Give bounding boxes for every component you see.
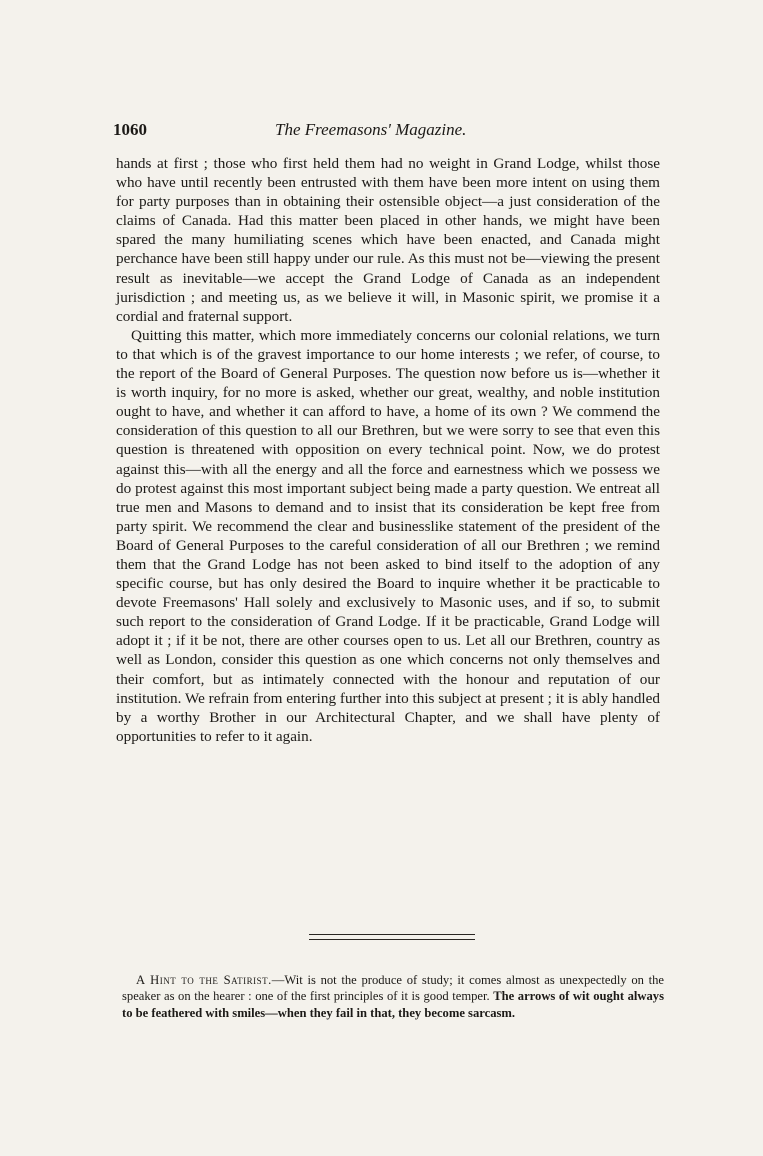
footnote-text: —Wit is not the produce of study; it comes almost as unexpectedly on the speaker as on the hearer : one of the first principles of it is good temper.	[122, 973, 664, 1004]
section-divider-bottom	[309, 939, 475, 940]
page-header	[113, 120, 673, 144]
footnote-heading: A Hint to the Satirist.	[136, 973, 272, 987]
article-paragraph-1: hands at first ; those who first held them had no weight in Grand Lodge, whilst those who have until recently been entrusted with them have been more intent on using them for party purposes than in obtaining their ostensible object—a just consideration of the claims of Canada. Had this matter been placed in other hands, we might have been spared the many humiliating scenes which have been enacted, and Canada might perchance have been still happy under our rule. As this must not be—viewing the present result as inevitable—we accept the Grand Lodge of Canada as an independent jurisdiction ; and meeting us, as we believe it will, in Masonic spirit, we promise it a cordial and fraternal support.	[116, 155, 660, 325]
page-number: 1060	[113, 120, 147, 139]
article-paragraph-2: Quitting this matter, which more immediately concerns our colonial relations, we turn to that which is of the gravest importance to our home interests ; we refer, of course, to the report of the Board of General Purposes. The question now before us is—whether it is worth inquiry, for no more is asked, whether our great, wealthy, and noble institution ought to have, and whether it can afford to have, a home of its own ? We commend the consideration of this question to all our Brethren, but we were sorry to see that even this question is threatened with opposition on every technical point. Now, we do protest against this—with all the energy and all the force and earnestness which we possess we do protest against this most important subject being made a party question. We entreat all true men and Masons to demand and to insist that its consideration be kept free from party spirit. We recommend the clear and businesslike statement of the president of the Board of General Purposes to the careful consideration of all our Brethren ; we remind them that the Grand Lodge has not been asked to bind itself to the adoption of any specific course, but has only desired the Board to inquire whether it be practicable to devote Freemasons' Hall solely and exclusively to Masonic uses, and if so, to submit such report to the consideration of Grand Lodge. If it be practicable, Grand Lodge will adopt it ; if it be not, there are other courses open to us. Let all our Brethren, country as well as London, consider this question as one which concerns not only themselves and their comfort, but as intimately connected with the honour and reputation of our institution. We refrain from entering further into this subject at present ; it is ably handled by a worthy Brother in our Architectural Chapter, and we shall have plenty of opportunities to refer to it again.	[116, 326, 660, 745]
footnote-bold-text: The arrows of wit ought always to be feathered with smiles—when they fail in that, they become sarcasm.	[122, 989, 664, 1020]
footnote	[122, 972, 664, 1021]
section-divider-top	[309, 934, 475, 935]
running-title: The Freemasons' Magazine.	[275, 120, 467, 139]
article-body	[116, 154, 660, 746]
